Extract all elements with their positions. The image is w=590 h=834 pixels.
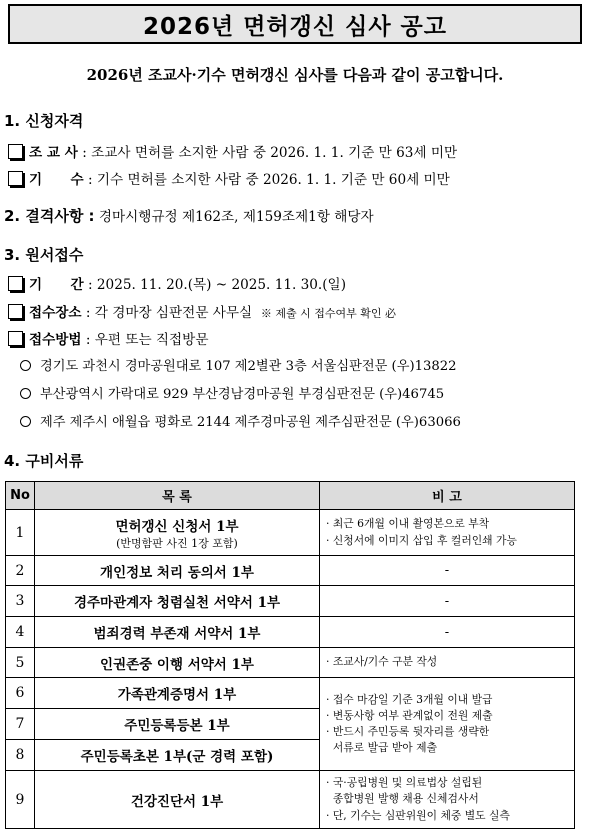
remark-line: · 단, 기수는 심판위원이 체중 별도 실측 [326,808,510,822]
remark-line: · 신청서에 이미지 삽입 후 컬러인쇄 가능 [326,533,517,547]
checkbox-icon [8,304,23,319]
row-item [35,510,320,556]
qualification-label: 기 수 [29,172,84,188]
address-seoul [20,355,457,374]
remark-line: · 반드시 주민등록 뒷자리를 생략한 [326,725,490,738]
remark-line: · 변동사항 여부 관계없이 전원 제출 [326,708,493,722]
row-no: 8 [6,740,35,771]
method-label: 접수방법 [29,332,82,348]
row-no: 2 [6,556,35,586]
remark-line: · 접수 마감일 기준 3개월 이내 발급 [326,692,493,706]
checkbox-icon [8,276,23,291]
row-item: 주민등록초본 1부(군 경력 포함) [35,740,320,771]
circle-bullet-icon [20,360,31,371]
table-row [6,510,575,556]
header-remark: 비 고 [320,482,575,510]
row-remark: · 조교사/기수 구분 작성 [320,648,575,678]
checkbox-icon [8,171,23,186]
section3-heading: 3. 원서접수 [4,246,84,264]
qualification-jockey [8,168,450,188]
period-text: : 2025. 11. 20.(목) ~ 2025. 11. 30.(일) [83,277,346,293]
header-item: 목 록 [35,482,320,510]
address-jeju [20,411,461,430]
section2-heading: 2. 결격사항 : [4,207,95,225]
row-remark: - [320,556,575,586]
address-text: 제주 제주시 애월읍 평화로 2144 제주경마공원 제주심판전문 (우)63066 [40,415,461,430]
place-note: ※ 제출 시 접수여부 확인 必 [260,307,396,320]
table-row [6,648,575,678]
checkbox-icon [8,331,23,346]
qualification-label: 조 교 사 [29,145,78,161]
circle-bullet-icon [20,388,31,399]
item-text: 면허갱신 신청서 1부 [115,518,239,535]
documents-table [5,481,575,829]
table-row [6,771,575,829]
method-text: : 우편 또는 직접방문 [81,332,209,348]
intro-text: 2026년 조교사·기수 면허갱신 심사를 다음과 같이 공고합니다. [86,66,504,84]
row-no: 5 [6,648,35,678]
row-item: 범죄경력 부존재 서약서 1부 [35,617,320,648]
receipt-period [8,273,346,293]
qualification-trainer [8,141,457,161]
qualification-text: : 조교사 면허를 소지한 사람 중 2026. 1. 1. 기준 만 63세 미만 [77,145,458,161]
period-label: 기 간 [29,277,84,293]
remark-line: 종합병원 발행 채용 신체검사서 [326,792,479,806]
remark-line: · 최근 6개월 이내 촬영본으로 부착 [326,517,490,531]
section1-heading: 1. 신청자격 [4,112,84,130]
merged-remark [320,678,575,771]
row-remark: - [320,617,575,648]
checkbox-icon [8,144,23,159]
receipt-method [8,328,208,348]
section4-heading: 4. 구비서류 [4,452,84,470]
row-remark [320,771,575,829]
table-row [6,556,575,586]
section2 [4,205,374,226]
address-text: 경기도 과천시 경마공원대로 107 제2별관 3층 서울심판전문 (우)13822 [40,359,457,374]
row-no: 7 [6,709,35,740]
place-text: : 각 경마장 심판전문 사무실 [81,305,253,321]
place-label: 접수장소 [29,305,82,321]
item-subtext: (반명함판 사진 1장 포함) [116,536,238,550]
row-remark: - [320,586,575,617]
table-row [6,617,575,648]
page-title: 2026년 면허갱신 심사 공고 [143,13,447,40]
row-item: 건강진단서 1부 [35,771,320,829]
qualification-text: : 기수 면허를 소지한 사람 중 2026. 1. 1. 기준 만 60세 미만 [83,172,450,188]
row-no: 9 [6,771,35,829]
title-box [8,4,582,44]
table-row [6,586,575,617]
row-no: 1 [6,510,35,556]
row-item: 개인정보 처리 동의서 1부 [35,556,320,586]
row-item: 경주마관계자 청렴실천 서약서 1부 [35,586,320,617]
receipt-place [8,301,396,321]
row-item: 주민등록등본 1부 [35,709,320,740]
row-remark [320,510,575,556]
row-no: 3 [6,586,35,617]
row-item: 인권존중 이행 서약서 1부 [35,648,320,678]
circle-bullet-icon [20,416,31,427]
table-header-row [6,482,575,510]
row-no: 6 [6,678,35,709]
row-item: 가족관계증명서 1부 [35,678,320,709]
table-row [6,678,575,709]
header-no: No [6,482,35,510]
remark-line: · 국·공립병원 및 의료법상 설립된 [326,776,483,790]
section2-text: 경마시행규정 제162조, 제159조제1항 해당자 [94,209,374,225]
address-text: 부산광역시 가락대로 929 부산경남경마공원 부경심판전문 (우)46745 [40,387,445,402]
row-no: 4 [6,617,35,648]
remark-line: 서류로 발급 받아 제출 [326,741,438,755]
address-busan [20,383,444,402]
